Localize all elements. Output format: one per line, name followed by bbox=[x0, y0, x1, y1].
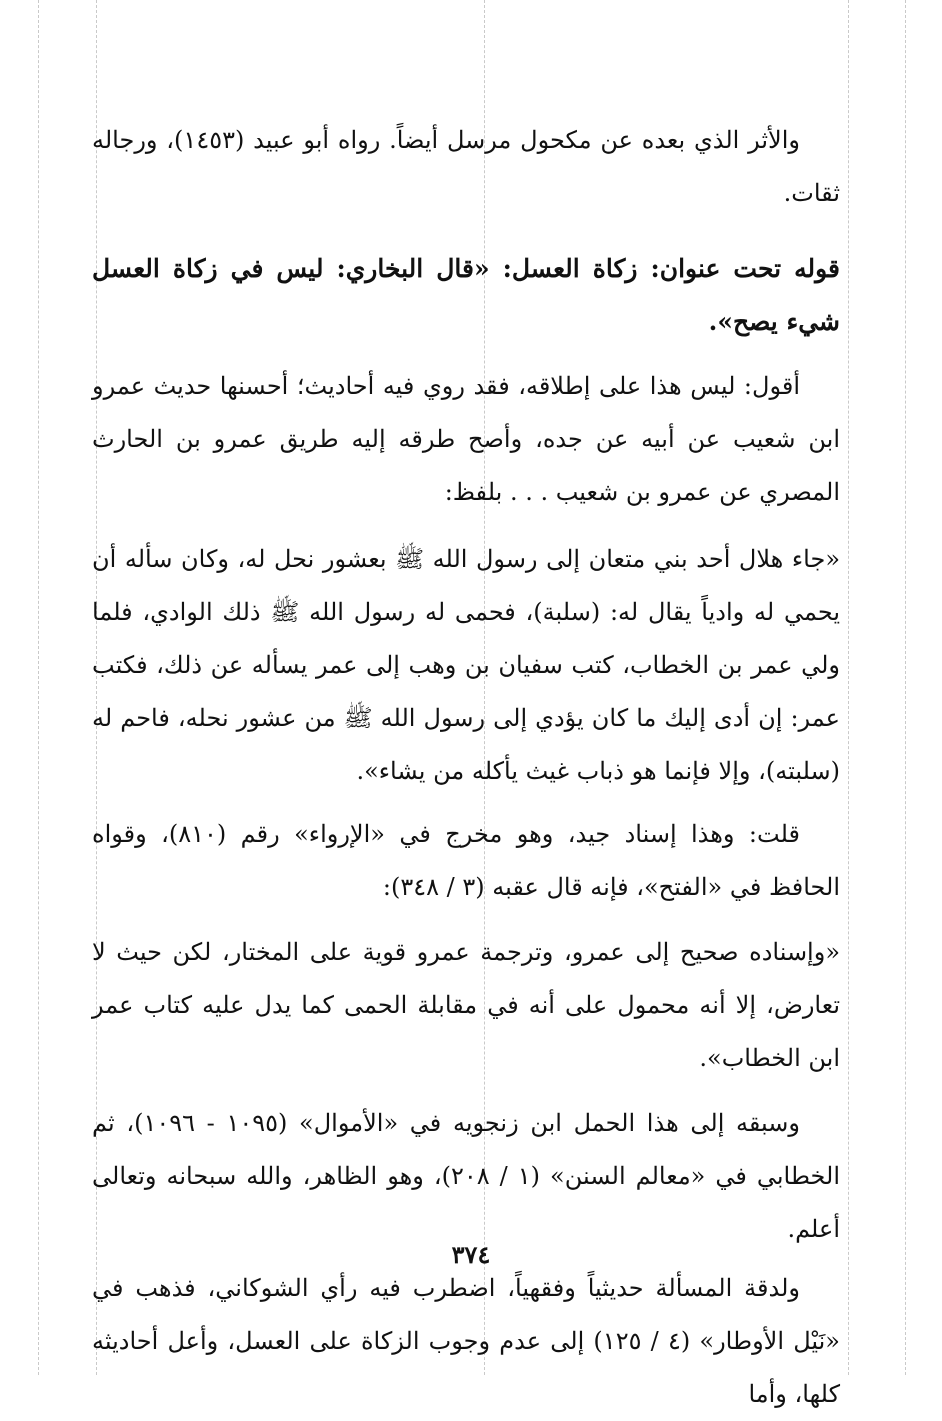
page-number: ٣٧٤ bbox=[451, 1240, 491, 1269]
scan-guide-line bbox=[905, 0, 906, 1375]
paragraph-3: أقول: ليس هذا على إطلاقه، فقد روي فيه أحاديث؛ أحسنها حديث عمرو ابن شعيب عن أبيه عن جده، وأصح طرقه إليه طريق عمرو بن الحارث المصري عن عمرو بن شعيب . . . بلفظ: bbox=[92, 372, 840, 506]
paragraph-7: وسبقه إلى هذا الحمل ابن زنجويه في «الأموال» (١٠٩٥ - ١٠٩٦)، ثم الخطابي في «معالم السنن» (١ / ٢٠٨)، وهو الظاهر، والله سبحانه وتعالى أعلم. bbox=[92, 1109, 841, 1243]
paragraph-5: قلت: وهذا إسناد جيد، وهو مخرج في «الإرواء» رقم (٨١٠)، وقواه الحافظ في «الفتح»، فإنه قال عقبه (٣ / ٣٤٨): bbox=[92, 820, 840, 901]
body-text bbox=[92, 114, 840, 1421]
paragraph-6-quote: «وإسناده صحيح إلى عمرو، وترجمة عمرو قوية على المختار، لكن حيث لا تعارض، إلا أنه محمول على أنه في مقابلة الحمى كما يدل عليه كتاب عمر ابن الخطاب». bbox=[92, 938, 840, 1072]
paragraph-8: ولدقة المسألة حديثياً وفقهياً، اضطرب فيه رأي الشوكاني، فذهب في «نَيْل الأوطار» (٤ / ١٢٥) إلى عدم وجوب الزكاة على العسل، وأعل أحاديثه كلها، وأما bbox=[92, 1274, 840, 1408]
scan-guide-line bbox=[848, 0, 849, 1375]
paragraph-2-heading: قوله تحت عنوان: زكاة العسل: «قال البخاري: ليس في زكاة العسل شيء يصح». bbox=[92, 254, 840, 336]
scan-guide-line bbox=[38, 0, 39, 1375]
paragraph-1: والأثر الذي بعده عن مكحول مرسل أيضاً. رواه أبو عبيد (١٤٥٣)، ورجاله ثقات. bbox=[92, 126, 840, 207]
paragraph-4-quote: «جاء هلال أحد بني متعان إلى رسول الله ﷺ بعشور نحل له، وكان سأله أن يحمي له وادياً يقال له: (سلبة)، فحمى له رسول الله ﷺ ذلك الوادي، فلما ولي عمر بن الخطاب، كتب سفيان بن وهب إلى عمر يسأله عن ذلك، فكتب عمر: إن أدى إليك ما كان يؤدي إلى رسول الله ﷺ من عشور نحله، فاحم له (سلبته)، وإلا فإنما هو ذباب غيث يأكله من يشاء». bbox=[92, 545, 840, 785]
